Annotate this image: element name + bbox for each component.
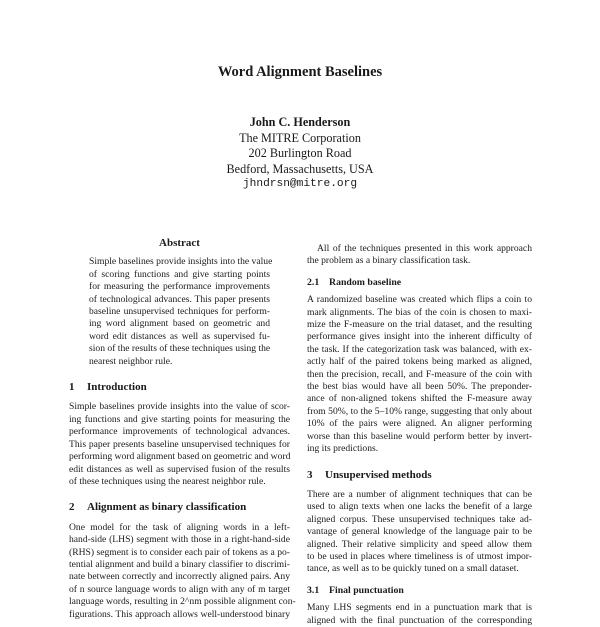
subsection-heading-random-baseline bbox=[307, 277, 532, 289]
body-line: figurations. This approach allows well-understood binary bbox=[69, 608, 290, 620]
abstract-line: baseline unsupervised techniques for perform- bbox=[89, 306, 270, 318]
body-line: nate between correctly and incorrectly aligned pairs. Any bbox=[69, 571, 290, 583]
body-line: vantage of general knowledge of the language pair to be bbox=[307, 526, 532, 538]
body-line: tance, as well as to be quickly tuned on a small dataset. bbox=[307, 563, 519, 575]
body-line: performing word alignment based on geometric and word bbox=[69, 451, 291, 463]
body-line: of these techniques using the nearest neighbor rule. bbox=[69, 475, 266, 487]
body-line: language words, resulting in 2^nm possible alignment con- bbox=[69, 596, 296, 608]
author-address-line2: Bedford, Massachusetts, USA bbox=[226, 161, 374, 176]
section-number: 2 bbox=[69, 501, 75, 514]
final-punctuation-body bbox=[307, 602, 532, 627]
subsection-heading-final-punctuation bbox=[307, 585, 532, 597]
body-line: of n source language words to align with any of m target bbox=[69, 583, 290, 595]
body-line: performance improvements of technological advances. bbox=[69, 426, 290, 438]
binary-classification-body bbox=[69, 521, 296, 621]
unsupervised-methods-body bbox=[307, 489, 532, 576]
body-line: All of the techniques presented in this work approach bbox=[317, 243, 532, 254]
paper-title: Word Alignment Baselines bbox=[217, 64, 383, 80]
right-intro-body bbox=[307, 243, 532, 268]
subsection-title: Final punctuation bbox=[329, 584, 404, 596]
abstract-line: of technological advances. This paper presents bbox=[89, 293, 270, 305]
body-line: ing its predictions. bbox=[307, 443, 379, 455]
abstract-line: sion of the results of these techniques using the bbox=[89, 343, 271, 355]
body-line: actly half of the paired tokens being marked as aligned, bbox=[307, 356, 532, 368]
body-line: aligned with the final punctuation of the corresponding bbox=[307, 614, 532, 626]
section-number: 3 bbox=[307, 468, 313, 481]
abstract-line: word edit distances as well as supervised fu- bbox=[89, 330, 270, 342]
author-name: John C. Henderson bbox=[249, 115, 351, 129]
author-affiliation: The MITRE Corporation bbox=[239, 130, 361, 145]
author-block bbox=[0, 115, 600, 193]
body-line: the best bias would have all been 50%. The preponder- bbox=[307, 381, 532, 393]
body-line: 10% of the pairs were aligned. An aligner performing bbox=[307, 418, 532, 430]
body-line: worse than this baseline would perform better by invert- bbox=[307, 430, 532, 442]
body-line: One model for the task of aligning words in a left- bbox=[69, 521, 290, 533]
abstract-line: Simple baselines provide insights into the value bbox=[89, 256, 273, 268]
abstract-line: for measuring the performance improvements bbox=[89, 281, 270, 293]
body-line: This paper presents baseline unsupervised techniques for bbox=[69, 438, 290, 450]
subsection-number: 3.1 bbox=[307, 584, 320, 596]
random-baseline-body bbox=[307, 294, 532, 455]
body-line: aligned corpus. These unsupervised techniques take ad- bbox=[307, 513, 532, 525]
section-heading-unsupervised-methods bbox=[307, 469, 532, 481]
abstract-body bbox=[89, 256, 273, 368]
section-title: Alignment as binary classification bbox=[87, 501, 247, 514]
body-line: the task. If the categorization task was balanced, with ex- bbox=[307, 343, 532, 355]
abstract-line: nearest neighbor rule. bbox=[89, 355, 173, 367]
body-line: edit distances as well as supervised fusion of the results bbox=[69, 463, 290, 475]
body-line: the problem as a binary classification task. bbox=[307, 255, 471, 267]
abstract-line: ing word alignment based on geometric and bbox=[89, 318, 270, 330]
abstract-heading: Abstract bbox=[159, 237, 200, 249]
body-line: tential alignment and build a binary classifier to discrimi- bbox=[69, 558, 290, 570]
body-line: then the precision, recall, and F-measure of the coin with bbox=[307, 368, 532, 380]
subsection-title: Random baseline bbox=[329, 276, 402, 288]
author-email: jhndrsn@mitre.org bbox=[242, 178, 358, 191]
body-line: from 50%, to the 5–10% range, suggesting that only about bbox=[307, 405, 532, 417]
body-line: There are a number of alignment techniques that can be bbox=[307, 488, 532, 500]
author-address-line1: 202 Burlington Road bbox=[248, 146, 352, 161]
body-line: mark alignments. The bias of the coin is chosen to maxi- bbox=[307, 306, 532, 318]
right-column bbox=[307, 237, 532, 627]
introduction-body bbox=[69, 401, 290, 488]
body-line: to be used in places where timeliness is of utmost impor- bbox=[307, 550, 532, 562]
body-line: mize the F-measure on the trial dataset, and the resulting bbox=[307, 319, 532, 331]
body-line: ance of non-aligned tokens shifted the F-measure away bbox=[307, 393, 532, 405]
body-line: Simple baselines provide insights into the value of scor- bbox=[69, 401, 290, 413]
subsection-number: 2.1 bbox=[307, 276, 320, 288]
body-line: ing functions and give starting points for measuring the bbox=[69, 413, 290, 425]
body-line: performance gives insight into the inherent difficulty of bbox=[307, 331, 532, 343]
body-line: hand-side (LHS) segment with those in a right-hand-side bbox=[69, 534, 290, 546]
left-column bbox=[69, 237, 296, 621]
section-heading-introduction bbox=[69, 381, 290, 393]
body-line: aligned. Their relative simplicity and speed allow them bbox=[307, 538, 532, 550]
section-title: Introduction bbox=[87, 381, 147, 394]
body-line: (RHS) segment is to consider each pair of tokens as a po- bbox=[69, 546, 290, 558]
section-heading-binary-classification bbox=[69, 501, 290, 513]
abstract-line: of scoring functions and give starting points bbox=[89, 268, 270, 280]
section-title: Unsupervised methods bbox=[325, 468, 432, 481]
body-line: Many LHS segments end in a punctuation mark that is bbox=[307, 602, 532, 614]
body-line: used to align texts when one lacks the benefit of a large bbox=[307, 501, 532, 513]
section-number: 1 bbox=[69, 381, 75, 394]
body-line: A randomized baseline was created which flips a coin to bbox=[307, 294, 532, 306]
